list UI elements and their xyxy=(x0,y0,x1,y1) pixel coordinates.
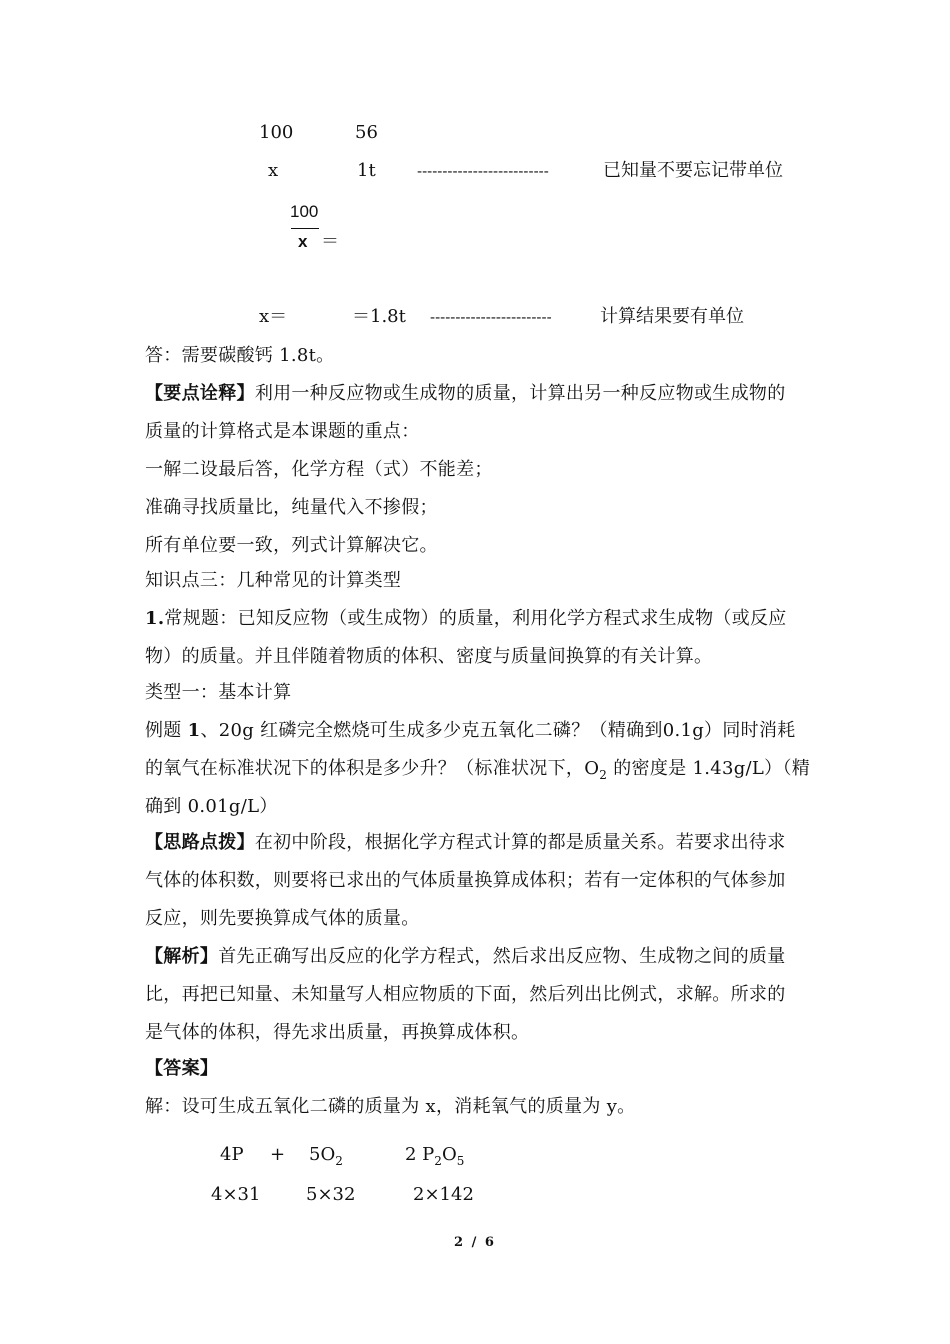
equation-product xyxy=(405,1144,464,1167)
product-sub1: 2 xyxy=(434,1154,442,1168)
product-mid: O xyxy=(441,1144,457,1165)
fraction-denominator: x xyxy=(298,232,308,251)
calc-row1-b: 56 xyxy=(355,122,378,143)
product-coef: 2 P xyxy=(405,1144,435,1165)
regular-number: 1. xyxy=(145,608,165,629)
example-line2-b: 的密度是 1.43g/L）（精 xyxy=(607,758,811,779)
regular-line2: 物）的质量。并且伴随着物质的体积、密度与质量间换算的有关计算。 xyxy=(145,646,713,667)
example-line2-a: 的氧气在标准状况下的体积是多少升？（标准状况下，O xyxy=(145,758,600,779)
key-points-label: 【要点诠释】 xyxy=(145,383,255,404)
hint-text: 在初中阶段，根据化学方程式计算的都是质量关系。若要求出待求 xyxy=(254,832,786,853)
example-line3: 确到 0.01g/L） xyxy=(145,796,278,817)
o2-subscript: 2 xyxy=(599,768,608,782)
regular-text: 常规题：已知反应物（或生成物）的质量，利用化学方程式求生成物（或反应 xyxy=(164,608,787,629)
calc-row2-a: x xyxy=(268,160,279,181)
example-text: 、20g 红磷完全燃烧可生成多少克五氧化二磷？（精确到0.1g）同时消耗 xyxy=(200,720,796,741)
analysis-label: 【解析】 xyxy=(145,946,219,967)
calc-result-note: 计算结果要有单位 xyxy=(600,306,744,327)
key-points-line2: 质量的计算格式是本课题的重点： xyxy=(145,421,420,442)
mass-p2o5: 2×142 xyxy=(413,1184,474,1205)
analysis-text: 首先正确写出反应的化学方程式，然后求出反应物、生成物之间的质量 xyxy=(218,946,786,967)
solution-line: 解：设可生成五氧化二磷的质量为 x，消耗氧气的质量为 y。 xyxy=(145,1096,636,1117)
mass-o2: 5×32 xyxy=(306,1184,356,1205)
analysis-line3: 是气体的体积，得先求出质量，再换算成体积。 xyxy=(145,1022,530,1043)
mass-p: 4×31 xyxy=(211,1184,261,1205)
example-number: 1 xyxy=(187,720,201,741)
equation-plus: + xyxy=(270,1144,286,1165)
calc-result-left: x＝ xyxy=(259,306,288,327)
hint-label: 【思路点拨】 xyxy=(145,832,255,853)
o2-base: 5O xyxy=(309,1144,336,1165)
hint-line3: 反应，则先要换算成气体的质量。 xyxy=(145,908,420,929)
rhyme-line3: 所有单位要一致，列式计算解决它。 xyxy=(145,535,438,556)
calc-result-right: ＝1.8t xyxy=(352,306,406,327)
fraction-equals: ＝ xyxy=(321,231,339,252)
calc-row2-b: 1t xyxy=(357,160,376,181)
key-points-text: 利用一种反应物或生成物的质量，计算出另一种反应物或生成物的 xyxy=(254,383,786,404)
example-line1 xyxy=(145,720,796,742)
analysis-line2: 比，再把已知量、未知量写人相应物质的下面，然后列出比例式，求解。所求的 xyxy=(145,984,786,1005)
answer-label: 【答案】 xyxy=(145,1058,219,1079)
page-number: 2 / 6 xyxy=(454,1235,496,1250)
regular-line1 xyxy=(145,608,787,630)
hint-line1 xyxy=(145,832,786,854)
rhyme-line2: 准确寻找质量比，纯量代入不掺假； xyxy=(145,497,438,518)
hint-line2: 气体的体积数，则要将已求出的气体质量换算成体积；若有一定体积的气体参加 xyxy=(145,870,786,891)
o2-sub: 2 xyxy=(335,1154,343,1168)
example-prefix: 例题 xyxy=(145,720,188,741)
equation-reactant-p: 4P xyxy=(220,1144,244,1165)
rhyme-line1: 一解二设最后答，化学方程（式）不能差； xyxy=(145,459,493,480)
fraction-numerator: 100 xyxy=(290,202,319,221)
example-line2 xyxy=(145,758,810,781)
calc-row1-a: 100 xyxy=(259,122,294,143)
calc-row2-note: 已知量不要忘记带单位 xyxy=(603,160,783,181)
key-points-line1 xyxy=(145,383,786,405)
answer-line: 答：需要碳酸钙 1.8t。 xyxy=(145,345,335,366)
fraction-bar xyxy=(291,228,319,229)
calc-result-dashes: ------------------------ xyxy=(430,308,552,326)
type-heading: 类型一：基本计算 xyxy=(145,682,292,703)
equation-reactant-o2 xyxy=(309,1144,343,1167)
section-heading: 知识点三：几种常见的计算类型 xyxy=(145,570,402,591)
analysis-line1 xyxy=(145,946,786,968)
product-sub2: 5 xyxy=(456,1154,465,1168)
calc-row2-dashes: -------------------------- xyxy=(417,162,549,180)
